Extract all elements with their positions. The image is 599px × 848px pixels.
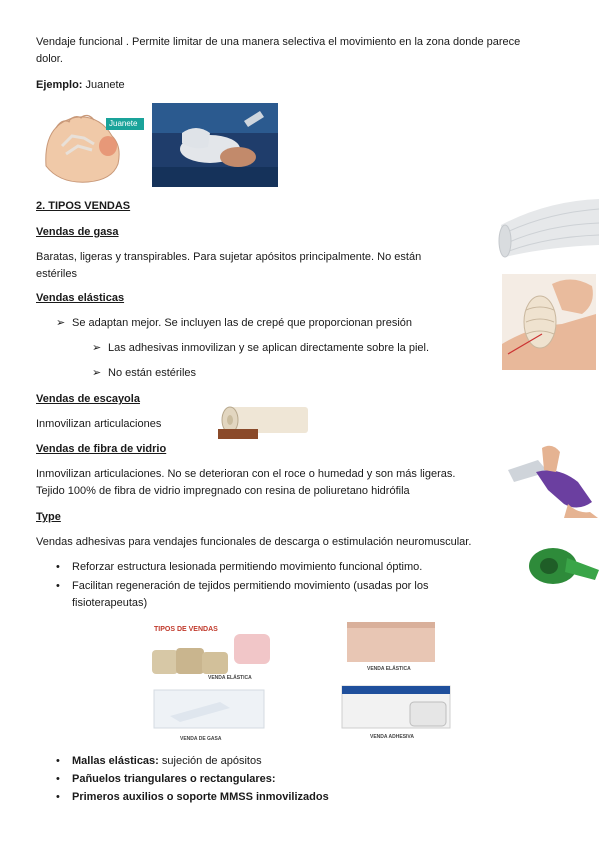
collage-caption-elastica-2: VENDA ELÁSTICA — [367, 666, 411, 672]
arrow-bullet-icon: ➢ — [92, 367, 102, 379]
fibra-line-2: Tejido 100% de fibra de vidrio impregnado con resina de poliuretano hidrófila — [36, 485, 410, 497]
final-item-1-rest: sujeción de apósitos — [158, 755, 262, 767]
fiberglass-cast-photo — [508, 442, 599, 518]
elasticas-item-1 — [56, 315, 413, 332]
final-item-3-text: Primeros auxilios o soporte MMSS inmovilizados — [72, 791, 329, 803]
final-item-2-text: Pañuelos triangulares o rectangulares: — [72, 773, 276, 785]
gasa-line-2: estériles — [36, 268, 77, 280]
dot-bullet-icon: • — [56, 561, 60, 573]
surgery-photo — [152, 103, 278, 187]
section-title: 2. TIPOS VENDAS — [36, 200, 131, 212]
final-item-1 — [56, 753, 262, 770]
juanete-tag: Juanete — [109, 119, 138, 128]
dot-bullet-icon: • — [56, 773, 60, 785]
type-text: Vendas adhesivas para vendajes funcionales de descarga o estimulación neuromuscular. — [36, 536, 472, 548]
dot-bullet-icon: • — [56, 580, 60, 592]
collage-caption-gasa: VENDA DE GASA — [180, 736, 222, 742]
ejemplo-label: Ejemplo: — [36, 79, 83, 91]
ejemplo-value: Juanete — [85, 79, 125, 91]
plaster-roll-photo — [218, 403, 308, 439]
final-item-3 — [56, 789, 329, 806]
elasticas-title: Vendas elásticas — [36, 292, 125, 304]
fibra-line-1: Inmovilizan articulaciones. No se deterioran con el roce o humedad y son más ligeras. — [36, 468, 456, 480]
elasticas-sub-2-text: No están estériles — [108, 367, 197, 379]
elasticas-sub-1 — [92, 340, 430, 357]
type-bullet-2-text-1: Facilitan regeneración de tejidos permitiendo movimiento (usadas por los — [72, 580, 429, 592]
collage-caption-elastica-1: VENDA ELÁSTICA — [208, 675, 252, 681]
type-title: Type — [36, 511, 61, 523]
escayola-title: Vendas de escayola — [36, 393, 140, 405]
elasticas-sub-1-text: Las adhesivas inmovilizan y se aplican directamente sobre la piel. — [108, 342, 430, 354]
collage-tipos-panel — [148, 620, 271, 682]
escayola-text: Inmovilizan articulaciones — [36, 418, 162, 430]
dot-bullet-icon: • — [56, 791, 60, 803]
intro-line-1: Vendaje funcional . Permite limitar de una manera selectiva el movimiento en la zona donde parece — [36, 36, 521, 48]
collage-gauze-panel — [150, 688, 268, 744]
gauze-roll-photo — [497, 195, 599, 259]
dot-bullet-icon: • — [56, 755, 60, 767]
collage-title: TIPOS DE VENDAS — [154, 626, 218, 633]
gasa-line-1: Baratas, ligeras y transpirables. Para sujetar apósitos principalmente. No están — [36, 251, 422, 263]
collage-caption-adhesiva: VENDA ADHESIVA — [370, 734, 414, 740]
arrow-bullet-icon: ➢ — [56, 317, 66, 329]
type-bullet-2 — [56, 578, 429, 595]
kinesio-tape-roll-photo — [527, 544, 599, 588]
final-item-2 — [56, 771, 276, 788]
collage-pink-bandage-panel — [343, 620, 438, 676]
intro-line-2: dolor. — [36, 53, 63, 65]
elasticas-item-1-text: Se adaptan mejor. Se incluyen las de crepé que proporcionan presión — [72, 317, 413, 329]
type-bullet-1 — [56, 559, 423, 576]
collage-adhesive-box-panel — [340, 684, 452, 742]
type-bullet-1-text: Reforzar estructura lesionada permitiendo movimiento funcional óptimo. — [72, 561, 423, 573]
elastic-bandage-hand-photo — [502, 274, 596, 370]
gasa-title: Vendas de gasa — [36, 226, 119, 238]
arrow-bullet-icon: ➢ — [92, 342, 102, 354]
ejemplo-line — [36, 77, 125, 94]
fibra-title: Vendas de fibra de vidrio — [36, 443, 167, 455]
type-bullet-2-text-2: fisioterapeutas) — [72, 597, 148, 609]
elasticas-sub-2 — [92, 365, 197, 382]
final-item-1-bold: Mallas elásticas: — [72, 755, 159, 767]
bunion-foot-illustration — [38, 106, 146, 186]
